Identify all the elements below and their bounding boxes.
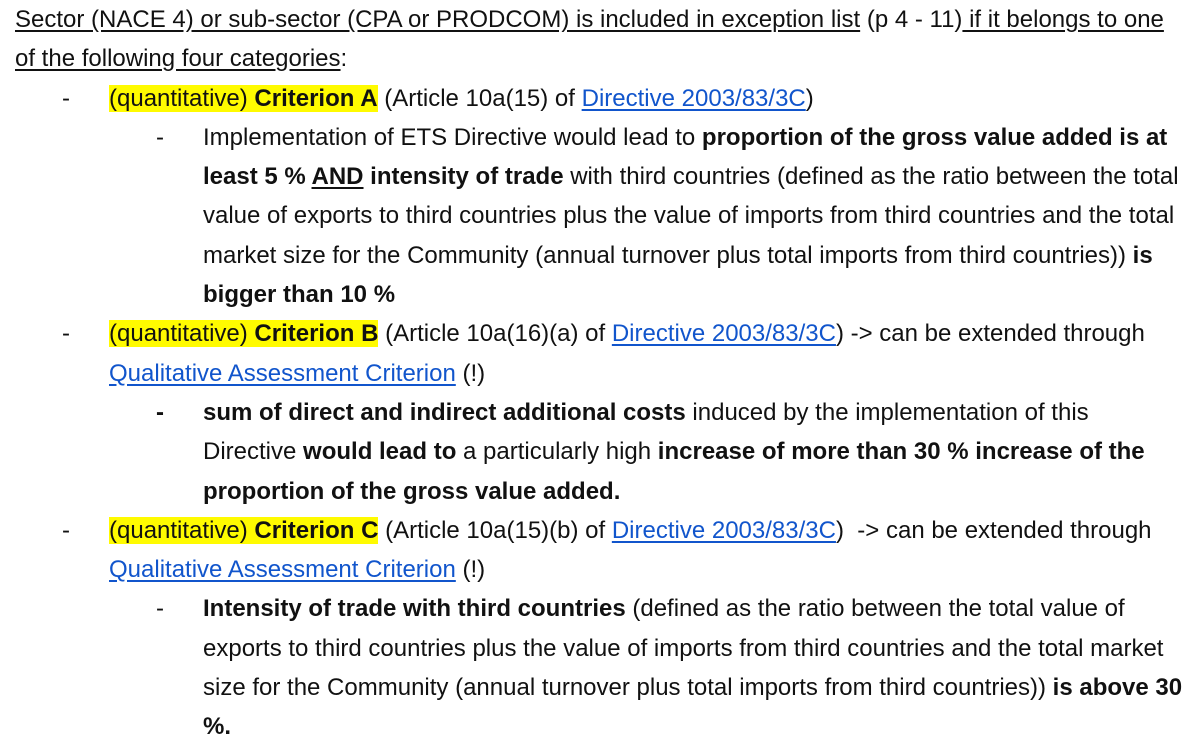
directive-link-a[interactable]: Directive 2003/83/3C (581, 84, 806, 112)
criterion-a-text2: with third countries (defined as the ratio between the total value of exports to third countries plus the value of imports from third countries and the total market size for the Community (annual turnover plus total imports from third countries)) (203, 163, 1179, 269)
section-heading (15, 0, 1188, 79)
criterion-c-extend: ) -> can be extended through (835, 516, 1159, 544)
criterion-b-tag: (quantitative) (109, 320, 255, 348)
criterion-b-note: (!) (455, 359, 486, 387)
criterion-c-threshold: is above 30 %. (203, 674, 1183, 741)
criterion-a-bold1: proportion of the gross value added is at least 5 % (203, 123, 1168, 191)
criterion-a-highlight (109, 85, 378, 112)
bullet-dash: - (62, 84, 70, 112)
criterion-c-tag: (quantitative) (109, 516, 255, 544)
criterion-c-article: (Article 10a(15)(b) of (378, 516, 612, 544)
criterion-a-detail (15, 118, 1188, 314)
criterion-b-threshold: increase of more than 30 % increase of the proportion of the gross value added. (203, 438, 1145, 505)
bullet-dash: - (156, 595, 164, 623)
criterion-c-item (15, 511, 1188, 590)
criterion-b-text1: induced by the implementation of this Directive (203, 398, 1089, 466)
criterion-b-name: Criterion B (254, 320, 379, 348)
directive-link-b[interactable]: Directive 2003/83/3C (611, 320, 836, 348)
criterion-a-article: (Article 10a(15) of (377, 84, 582, 112)
criterion-b-highlight (109, 320, 378, 347)
criterion-b-bold1: sum of direct and indirect additional costs (203, 398, 686, 426)
criterion-c-name: Criterion C (254, 516, 379, 544)
criterion-c-highlight (109, 517, 378, 544)
criterion-b-bold2: would lead to (303, 438, 457, 466)
criterion-b-detail (15, 393, 1188, 511)
heading-part1: Sector (NACE 4) or sub-sector (CPA or PRODCOM) is included in exception list (15, 6, 861, 33)
criterion-a-tag: (quantitative) (109, 84, 255, 112)
criterion-b-text2: a particularly high (456, 438, 658, 466)
criterion-c-note: (!) (455, 556, 486, 584)
criterion-b-extend: ) -> can be extended through (835, 320, 1145, 348)
criterion-a-item (15, 79, 1188, 118)
qualitative-assessment-link-b[interactable]: Qualitative Assessment Criterion (109, 359, 456, 387)
criterion-c-bold1: Intensity of trade with third countries (203, 595, 626, 623)
bullet-dash: - (156, 398, 164, 426)
heading-part3: if it belongs to one of the following four categories (15, 6, 1164, 73)
criterion-b-item (15, 314, 1188, 393)
directive-link-c[interactable]: Directive 2003/83/3C (611, 516, 836, 544)
criterion-c-detail (15, 589, 1188, 746)
criterion-a-threshold: is bigger than 10 % (203, 241, 1153, 309)
bullet-dash: - (156, 123, 164, 151)
criterion-a-and: AND (311, 163, 364, 191)
criterion-a-bold3: intensity of trade (363, 163, 564, 191)
qualitative-assessment-link-c[interactable]: Qualitative Assessment Criterion (109, 556, 456, 584)
criterion-a-name: Criterion A (254, 84, 378, 112)
criterion-a-close: ) (805, 84, 814, 112)
bullet-dash: - (62, 516, 70, 544)
heading-page-ref: (p 4 - 11) (860, 6, 963, 33)
criterion-c-text1: (defined as the ratio between the total value of exports to third countries plus the value of imports from third countries and the total market size for the Community (annual turnover plus total imports from third countries)) (203, 595, 1164, 702)
criterion-a-text1: Implementation of ETS Directive would lead to (203, 123, 702, 151)
heading-colon: : (340, 45, 348, 73)
bullet-dash: - (62, 320, 70, 348)
criterion-b-article: (Article 10a(16)(a) of (378, 320, 612, 348)
